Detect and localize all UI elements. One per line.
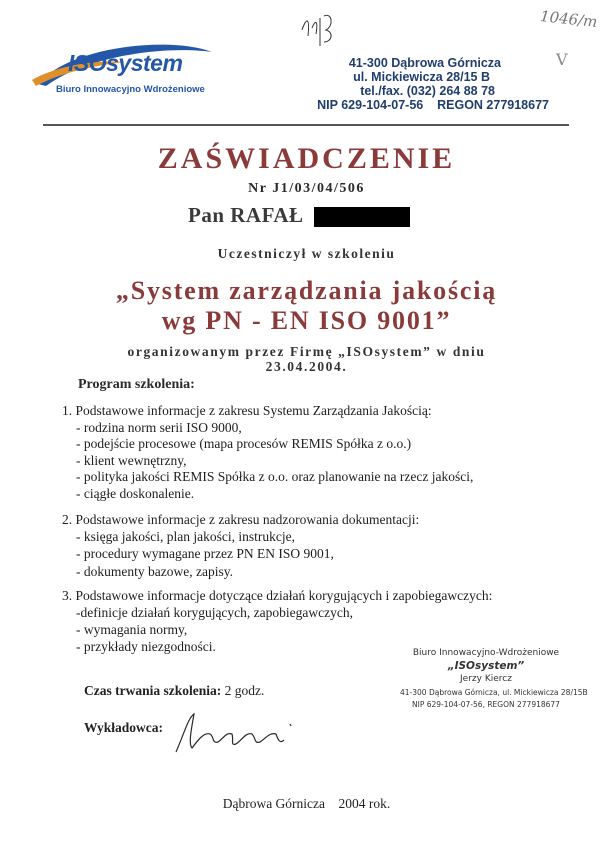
program-section-3-item: - wymagania normy, — [76, 622, 188, 637]
header-tax-ids: NIP 629-104-07-56 REGON 277918677 — [317, 98, 549, 112]
footer-place-date: Dąbrowa Górnicza 2004 rok. — [222, 796, 391, 811]
stamp-office-name: Biuro Innowacyjno-Wdrożeniowe — [412, 648, 560, 658]
header-address-city: 41-300 Dąbrowa Górnicza — [348, 56, 501, 70]
stamp-person: Jerzy Kiercz — [460, 674, 512, 684]
program-heading: Program szkolenia: — [78, 377, 195, 392]
lecturer-label: Wykładowca: — [84, 720, 164, 735]
duration-line — [84, 683, 264, 699]
handwritten-initials-mark — [298, 8, 348, 56]
recipient-name: Pan RAFAŁ — [188, 203, 304, 227]
program-section-1-item: - podejście procesowe (mapa procesów REMIS Spółka z o.o.) — [76, 436, 412, 451]
lecturer-signature — [170, 704, 300, 762]
organizer-text: organizowanym przez Firmę „ISOsystem” w dniu — [127, 344, 486, 359]
program-section-1-title: 1. Podstawowe informacje z zakresu Systemu Zarządzania Jakością: — [62, 403, 432, 418]
redaction-bar — [314, 207, 410, 227]
program-section-2-title: 2. Podstawowe informacje z zakresu nadzorowania dokumentacji: — [62, 512, 420, 527]
program-section-2-item: - dokumenty bazowe, zapisy. — [76, 564, 233, 579]
program-section-1-item: - polityka jakości REMIS Spółka z o.o. oraz planowanie na rzecz jakości, — [76, 469, 474, 484]
program-section-1-item: - klient wewnętrzny, — [76, 453, 187, 468]
course-title-line1: „System zarządzania jakością — [115, 276, 498, 305]
program-section-3-item: - przykłady niezgodności. — [76, 639, 216, 654]
company-logo — [30, 40, 215, 102]
attended-text: Uczestniczył w szkoleniu — [217, 246, 396, 261]
logo-name: ISOsystem — [68, 50, 183, 76]
stamp-tax-ids: NIP 629-104-07-56, REGON 277918677 — [412, 700, 560, 709]
certificate-title: ZAŚWIADCZENIE — [157, 142, 456, 175]
program-section-2-item: - procedury wymagane przez PN EN ISO 9001, — [76, 546, 334, 561]
stamp-address: 41-300 Dąbrowa Górnicza, ul. Mickiewicza 28/15B — [400, 688, 588, 697]
program-section-3-title: 3. Podstawowe informacje dotyczące działań korygujących i zapobiegawczych: — [62, 588, 493, 603]
program-section-3-item: -definicje działań korygujących, zapobiegawczych, — [76, 605, 353, 620]
program-section-1-item: - ciągłe doskonalenie. — [76, 486, 195, 501]
program-section-2-item: - księga jakości, plan jakości, instrukcje, — [76, 529, 295, 544]
header-divider — [43, 124, 569, 126]
course-title-line2: wg PN - EN ISO 9001” — [161, 306, 452, 335]
handwritten-mark: V — [556, 50, 568, 69]
header-phone: tel./fax. (032) 264 88 78 — [360, 84, 495, 98]
duration-value: 2 godz. — [221, 683, 265, 698]
certificate-number: Nr J1/03/04/506 — [248, 181, 365, 196]
logo-subtitle: Biuro Innowacyjno Wdrożeniowe — [56, 84, 205, 95]
course-date: 23.04.2004. — [265, 359, 348, 374]
duration-label: Czas trwania szkolenia: — [84, 683, 222, 698]
program-section-1-item: - rodzina norm serii ISO 9000, — [76, 420, 242, 435]
stamp-brand: „ISOsystem” — [447, 660, 525, 672]
handwritten-reference-number: 1046/m — [539, 7, 599, 31]
header-address-street: ul. Mickiewicza 28/15 B — [353, 70, 490, 84]
